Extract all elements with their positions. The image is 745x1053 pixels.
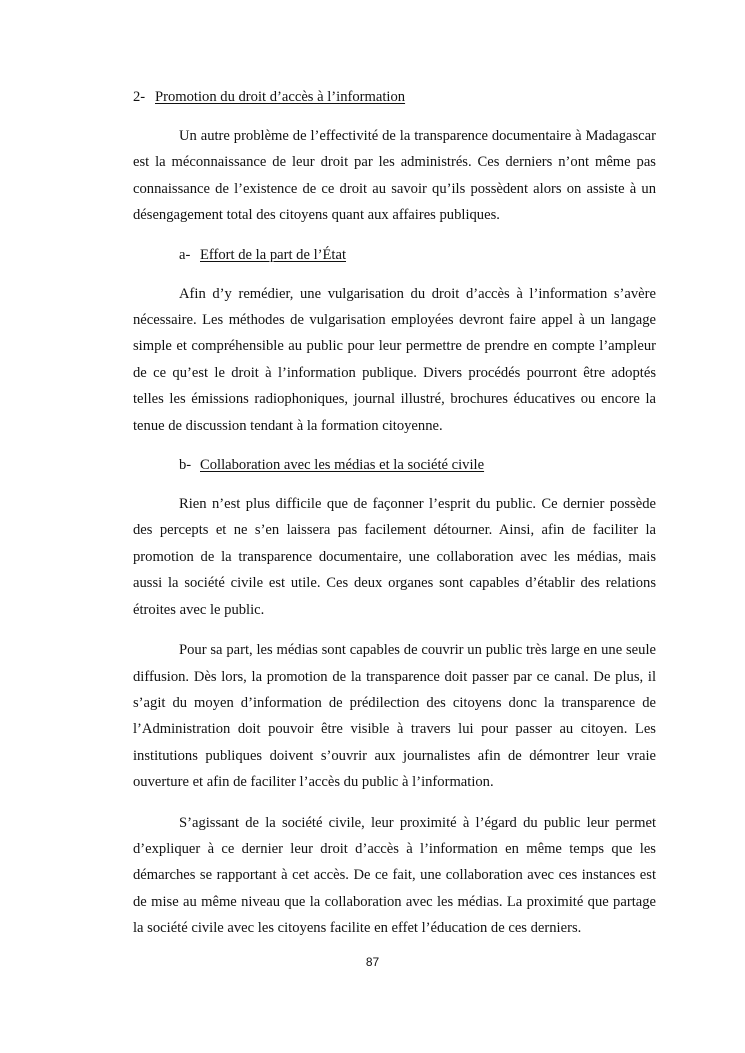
intro-paragraph: Un autre problème de l’effectivité de la transparence documentaire à Madagascar est la méconnaissance de leur droit par les administrés. Ces derniers n’ont même pas connaissance de l’existence de ce droit au savoir qu’ils possèdent alors on assiste à un désengagement total des citoyens quant aux affaires publiques.: [133, 128, 656, 224]
subsection-b-heading: [133, 452, 656, 478]
subsection-a-heading: [133, 242, 656, 268]
document-page: [133, 84, 656, 942]
subsection-a-number: a-: [179, 246, 191, 263]
section-heading: [133, 84, 656, 110]
subsection-b-paragraph: S’agissant de la société civile, leur proximité à l’égard du public leur permet d’expliquer à ce dernier leur droit d’accès à l’information en même temps que les démarches se rapportant à cet accès. De ce fait, une collaboration avec ces instances est de mise au même niveau que la collaboration avec les médias. La proximité que partage la société civile avec les citoyens facilite en effet l’éducation de ces derniers.: [133, 814, 656, 937]
section-number: 2-: [133, 89, 146, 105]
subsection-b-number: b-: [179, 457, 192, 474]
page-number: 87: [365, 955, 380, 969]
subsection-b-paragraph: Rien n’est plus difficile que de façonner l’esprit du public. Ce dernier possède des percepts et ne s’en laissera pas facilement détourner. Ainsi, afin de faciliter la promotion de la transparence documentaire, une collaboration avec les médias, mais aussi la société civile est utile. Ces deux organes sont capables d’établir des relations étroites avec le public.: [133, 496, 656, 618]
subsection-b-title: Collaboration avec les médias et la société civile: [200, 457, 485, 474]
subsection-b-paragraph: Pour sa part, les médias sont capables de couvrir un public très large en une seule diffusion. Dès lors, la promotion de la transparence doit passer par ce canal. De plus, il s’agit du moyen d’information de prédilection des citoyens donc la transparence de l’Administration doit pouvoir être visible à travers lui pour passer au citoyen. Les institutions publiques doivent s’ouvrir aux journalistes afin de démontrer leur vraie ouverture et afin de faciliter l’accès du public à l’information.: [133, 642, 656, 791]
section-title: Promotion du droit d’accès à l’information: [155, 89, 406, 105]
subsection-a-paragraph: Afin d’y remédier, une vulgarisation du droit d’accès à l’information s’avère nécessaire. Les méthodes de vulgarisation employées devront faire appel à un langage simple et compréhensible au public pour leur permettre de prendre en compte l’ampleur de ce qu’est le droit à l’information publique. Divers procédés pourront être adoptés telles les émissions radiophoniques, journal illustré, brochures éducatives ou encore la tenue de discussion tendant à la formation citoyenne.: [133, 285, 656, 434]
subsection-a-title: Effort de la part de l’État: [200, 246, 347, 263]
